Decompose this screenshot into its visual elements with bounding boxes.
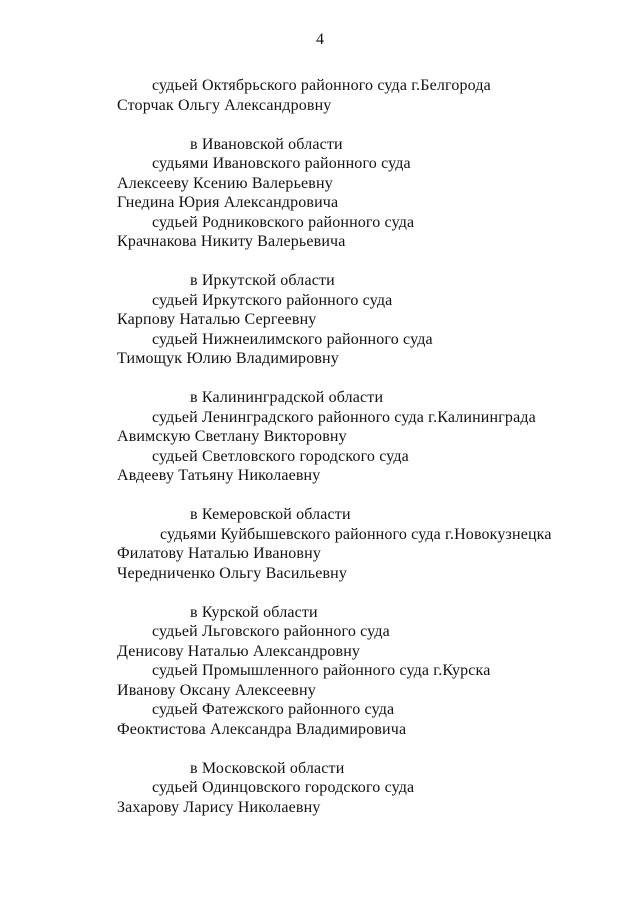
region-heading: в Курской области [190,603,318,621]
judge-name: Феоктистова Александра Владимировича [117,720,407,738]
court-line: судьей Льговского районного суда [152,623,390,640]
judge-name: Иванову Оксану Алексеевну [117,681,316,699]
judge-name: Крачнакова Никиту Валерьевича [117,233,346,250]
judge-name: Филатову Наталью Ивановну [117,545,321,562]
judge-name: Сторчак Ольгу Александровну [117,96,332,114]
judge-name: Чередниченко Ольгу Васильевну [117,564,348,582]
region-heading: в Кемеровской области [190,506,351,523]
judge-name: Авдееву Татьяну Николаевну [117,467,321,484]
court-line: судьями Ивановского районного суда [152,155,411,172]
court-line: судьей Промышленного районного суда г.Курска [152,662,491,679]
court-line: судьей Одинцовского городского суда [152,779,415,796]
judge-name: Денисову Наталью Александровну [117,642,361,660]
region-heading: в Иркутской области [190,272,335,289]
court-line: судьей Светловского городского суда [152,447,409,465]
judge-name: Авимскую Светлану Викторовну [117,428,347,445]
court-line: судьей Фатежского районного суда [152,701,395,718]
judge-name: Захарову Ларису Николаевну [117,798,321,816]
region-heading: в Калининградской области [190,389,384,406]
page-number: 4 [316,31,324,48]
court-line: судьей Нижнеилимского районного суда [152,330,433,348]
judge-name: Алексееву Ксению Валерьевну [117,174,333,192]
court-line: судьями Куйбышевского районного суда г.Новокузнецка [160,525,552,543]
region-heading: в Ивановской области [190,135,343,153]
judge-name: Тимощук Юлию Владимировну [117,350,339,367]
court-line: судьей Ленинградского районного суда г.Калининграда [152,408,536,426]
judge-name: Карпову Наталью Сергеевну [117,311,317,328]
court-line: судьей Родниковского районного суда [152,213,415,231]
judge-name: Гнедина Юрия Александровича [117,194,339,211]
court-line: судьей Октябрьского районного суда г.Белгорода [152,77,491,94]
court-line: судьей Иркутского районного суда [152,291,393,309]
document-body [0,76,640,817]
region-heading: в Московской области [190,759,345,777]
